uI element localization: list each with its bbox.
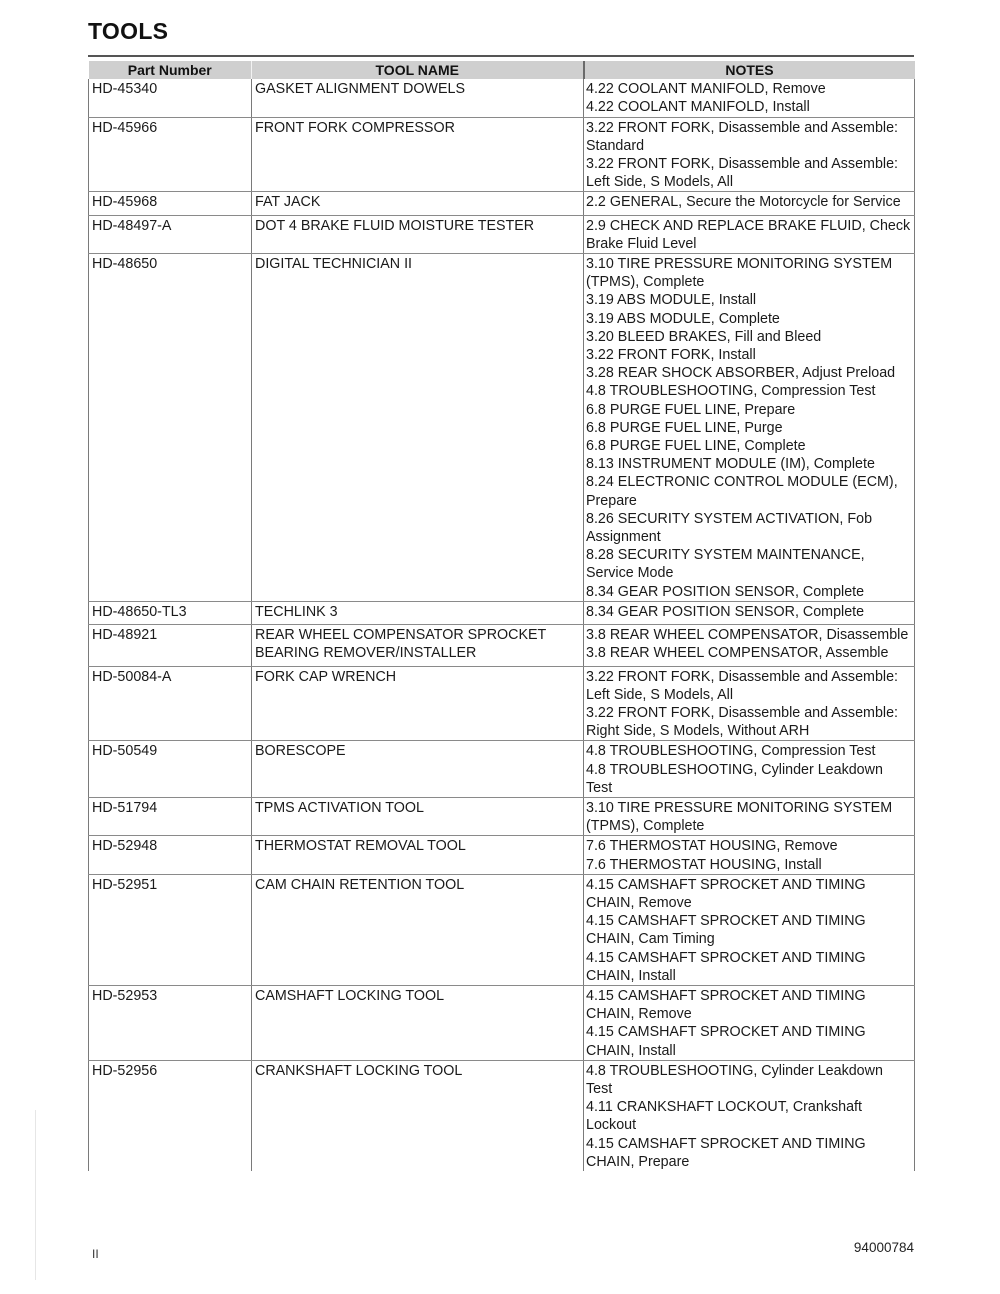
tool-name-line: TECHLINK 3 [255,603,338,620]
note-line: 3.10 TIRE PRESSURE MONITORING SYSTEM [586,256,893,273]
note-line: 8.26 SECURITY SYSTEM ACTIVATION, Fob [586,510,873,527]
note-line: 6.8 PURGE FUEL LINE, Prepare [586,401,796,418]
note-line: 4.8 TROUBLESHOOTING, Compression Test [586,383,876,400]
notes-cell [584,666,915,741]
note-line: 7.6 THERMOSTAT HOUSING, Remove [586,838,838,855]
note-line: Brake Fluid Level [586,235,697,252]
table-row [89,117,915,192]
tool-name-cell [252,741,584,798]
note-line: (TPMS), Complete [586,818,705,835]
table-row [89,985,915,1060]
note-line: 4.15 CAMSHAFT SPROCKET AND TIMING [586,1024,866,1041]
table-body [89,79,915,1171]
table-row [89,1060,915,1171]
tool-name-cell [252,836,584,874]
note-line: 4.15 CAMSHAFT SPROCKET AND TIMING [586,949,866,966]
notes-cell [584,1060,915,1171]
note-line: 3.22 FRONT FORK, Disassemble and Assemble: [586,156,898,173]
part-number-cell: HD-52948 [89,836,252,874]
note-line: 3.22 FRONT FORK, Disassemble and Assemble: [586,668,898,685]
note-line: 3.22 FRONT FORK, Disassemble and Assemble: [586,119,898,136]
note-line: 4.15 CAMSHAFT SPROCKET AND TIMING [586,913,866,930]
note-line: 3.28 REAR SHOCK ABSORBER, Adjust Preload [586,365,896,382]
tool-name-cell [252,79,584,117]
note-line: (TPMS), Complete [586,274,705,291]
tool-name-cell [252,254,584,602]
page-number: II [92,1247,99,1261]
note-line: Lockout [586,1117,637,1134]
table-row [89,874,915,985]
note-line: 8.34 GEAR POSITION SENSOR, Complete [586,603,865,620]
note-line: Standard [586,137,645,154]
tool-name-line: TPMS ACTIVATION TOOL [255,799,424,816]
note-line: 3.10 TIRE PRESSURE MONITORING SYSTEM [586,799,893,816]
tool-name-line: GASKET ALIGNMENT DOWELS [255,81,466,98]
table-row [89,836,915,874]
notes-cell [584,874,915,985]
note-line: 4.8 TROUBLESHOOTING, Cylinder Leakdown [586,1062,883,1079]
note-line: 8.34 GEAR POSITION SENSOR, Complete [586,583,865,600]
tool-name-line: CRANKSHAFT LOCKING TOOL [255,1062,463,1079]
tool-name-cell [252,601,584,624]
table-row [89,625,915,666]
part-number-cell: HD-45968 [89,192,252,215]
note-line: CHAIN, Remove [586,894,692,911]
note-line: 4.11 CRANKSHAFT LOCKOUT, Crankshaft [586,1099,862,1116]
note-line: CHAIN, Install [586,1042,676,1059]
note-line: CHAIN, Install [586,967,676,984]
notes-cell [584,797,915,835]
tool-name-cell [252,215,584,253]
part-number-cell: HD-48921 [89,625,252,666]
note-line: 8.24 ELECTRONIC CONTROL MODULE (ECM), [586,474,898,491]
note-line: Service Mode [586,565,674,582]
note-line: Test [586,1080,613,1097]
note-line: 3.8 REAR WHEEL COMPENSATOR, Disassemble [586,627,909,644]
tool-name-line: CAM CHAIN RETENTION TOOL [255,876,465,893]
tool-name-line: FAT JACK [255,194,321,211]
note-line: 6.8 PURGE FUEL LINE, Purge [586,419,783,436]
note-line: Right Side, S Models, Without ARH [586,723,810,740]
tool-name-line: DIGITAL TECHNICIAN II [255,256,413,273]
part-number-header: Part Number [89,61,252,79]
notes-cell [584,836,915,874]
note-line: 2.9 CHECK AND REPLACE BRAKE FLUID, Check [586,217,911,234]
note-line: 8.13 INSTRUMENT MODULE (IM), Complete [586,456,875,473]
tool-name-line: FORK CAP WRENCH [255,668,397,685]
part-number-cell: HD-50084-A [89,666,252,741]
part-number-cell: HD-45340 [89,79,252,117]
table-header-row [89,61,915,79]
note-line: 3.22 FRONT FORK, Disassemble and Assemble: [586,704,898,721]
part-number-cell: HD-45966 [89,117,252,192]
note-line: 4.15 CAMSHAFT SPROCKET AND TIMING [586,876,866,893]
note-line: 4.8 TROUBLESHOOTING, Compression Test [586,743,876,760]
part-number-cell: HD-52956 [89,1060,252,1171]
notes-cell [584,117,915,192]
tool-name-cell [252,874,584,985]
tool-name-line: FRONT FORK COMPRESSOR [255,119,455,136]
tool-name-cell [252,666,584,741]
table-row [89,215,915,253]
table-row [89,192,915,215]
tool-name-line: REAR WHEEL COMPENSATOR SPROCKET [255,627,547,644]
note-line: 3.8 REAR WHEEL COMPENSATOR, Assemble [586,645,889,662]
tool-name-cell [252,117,584,192]
notes-cell [584,625,915,666]
notes-cell [584,985,915,1060]
document-number: 94000784 [853,1240,914,1255]
notes-header: NOTES [584,61,915,79]
tools-table [88,61,915,1171]
note-line: CHAIN, Cam Timing [586,931,715,948]
tool-name-cell [252,192,584,215]
note-line: 4.22 COOLANT MANIFOLD, Remove [586,81,826,98]
part-number-cell: HD-50549 [89,741,252,798]
part-number-cell: HD-48497-A [89,215,252,253]
note-line: Assignment [586,529,661,546]
note-line: CHAIN, Prepare [586,1153,690,1170]
note-line: 3.22 FRONT FORK, Install [586,347,756,364]
tool-name-line: THERMOSTAT REMOVAL TOOL [255,838,466,855]
table-row [89,666,915,741]
table-row [89,79,915,117]
notes-cell [584,215,915,253]
tool-name-header: TOOL NAME [252,61,584,79]
tool-name-line: BORESCOPE [255,743,346,760]
notes-cell [584,741,915,798]
tool-name-cell [252,985,584,1060]
part-number-cell: HD-52953 [89,985,252,1060]
tool-name-cell [252,1060,584,1171]
note-line: Prepare [586,492,637,509]
note-line: 8.28 SECURITY SYSTEM MAINTENANCE, [586,547,865,564]
note-line: CHAIN, Remove [586,1006,692,1023]
note-line: 3.19 ABS MODULE, Install [586,292,757,309]
tool-name-line: BEARING REMOVER/INSTALLER [255,645,477,662]
tool-name-line: CAMSHAFT LOCKING TOOL [255,987,445,1004]
note-line: 6.8 PURGE FUEL LINE, Complete [586,438,806,455]
notes-cell [584,192,915,215]
note-line: 7.6 THERMOSTAT HOUSING, Install [586,856,822,873]
note-line: 2.2 GENERAL, Secure the Motorcycle for Service [586,194,901,211]
table-row [89,254,915,602]
margin-line [35,1110,36,1280]
notes-cell [584,254,915,602]
note-line: Test [586,779,613,796]
note-line: 3.19 ABS MODULE, Complete [586,310,780,327]
page-title: TOOLS [88,18,169,44]
part-number-cell: HD-51794 [89,797,252,835]
note-line: Left Side, S Models, All [586,686,734,703]
table-row [89,797,915,835]
table-row [89,741,915,798]
tool-name-cell [252,797,584,835]
tool-name-line: DOT 4 BRAKE FLUID MOISTURE TESTER [255,217,535,234]
note-line: 4.15 CAMSHAFT SPROCKET AND TIMING [586,1135,866,1152]
tool-name-cell [252,625,584,666]
title-rule [88,55,914,57]
part-number-cell: HD-48650-TL3 [89,601,252,624]
notes-cell [584,601,915,624]
part-number-cell: HD-52951 [89,874,252,985]
note-line: 4.22 COOLANT MANIFOLD, Install [586,99,810,116]
note-line: 4.15 CAMSHAFT SPROCKET AND TIMING [586,987,866,1004]
note-line: Left Side, S Models, All [586,174,734,191]
notes-cell [584,79,915,117]
note-line: 4.8 TROUBLESHOOTING, Cylinder Leakdown [586,761,883,778]
table-row [89,601,915,624]
note-line: 3.20 BLEED BRAKES, Fill and Bleed [586,328,822,345]
part-number-cell: HD-48650 [89,254,252,602]
